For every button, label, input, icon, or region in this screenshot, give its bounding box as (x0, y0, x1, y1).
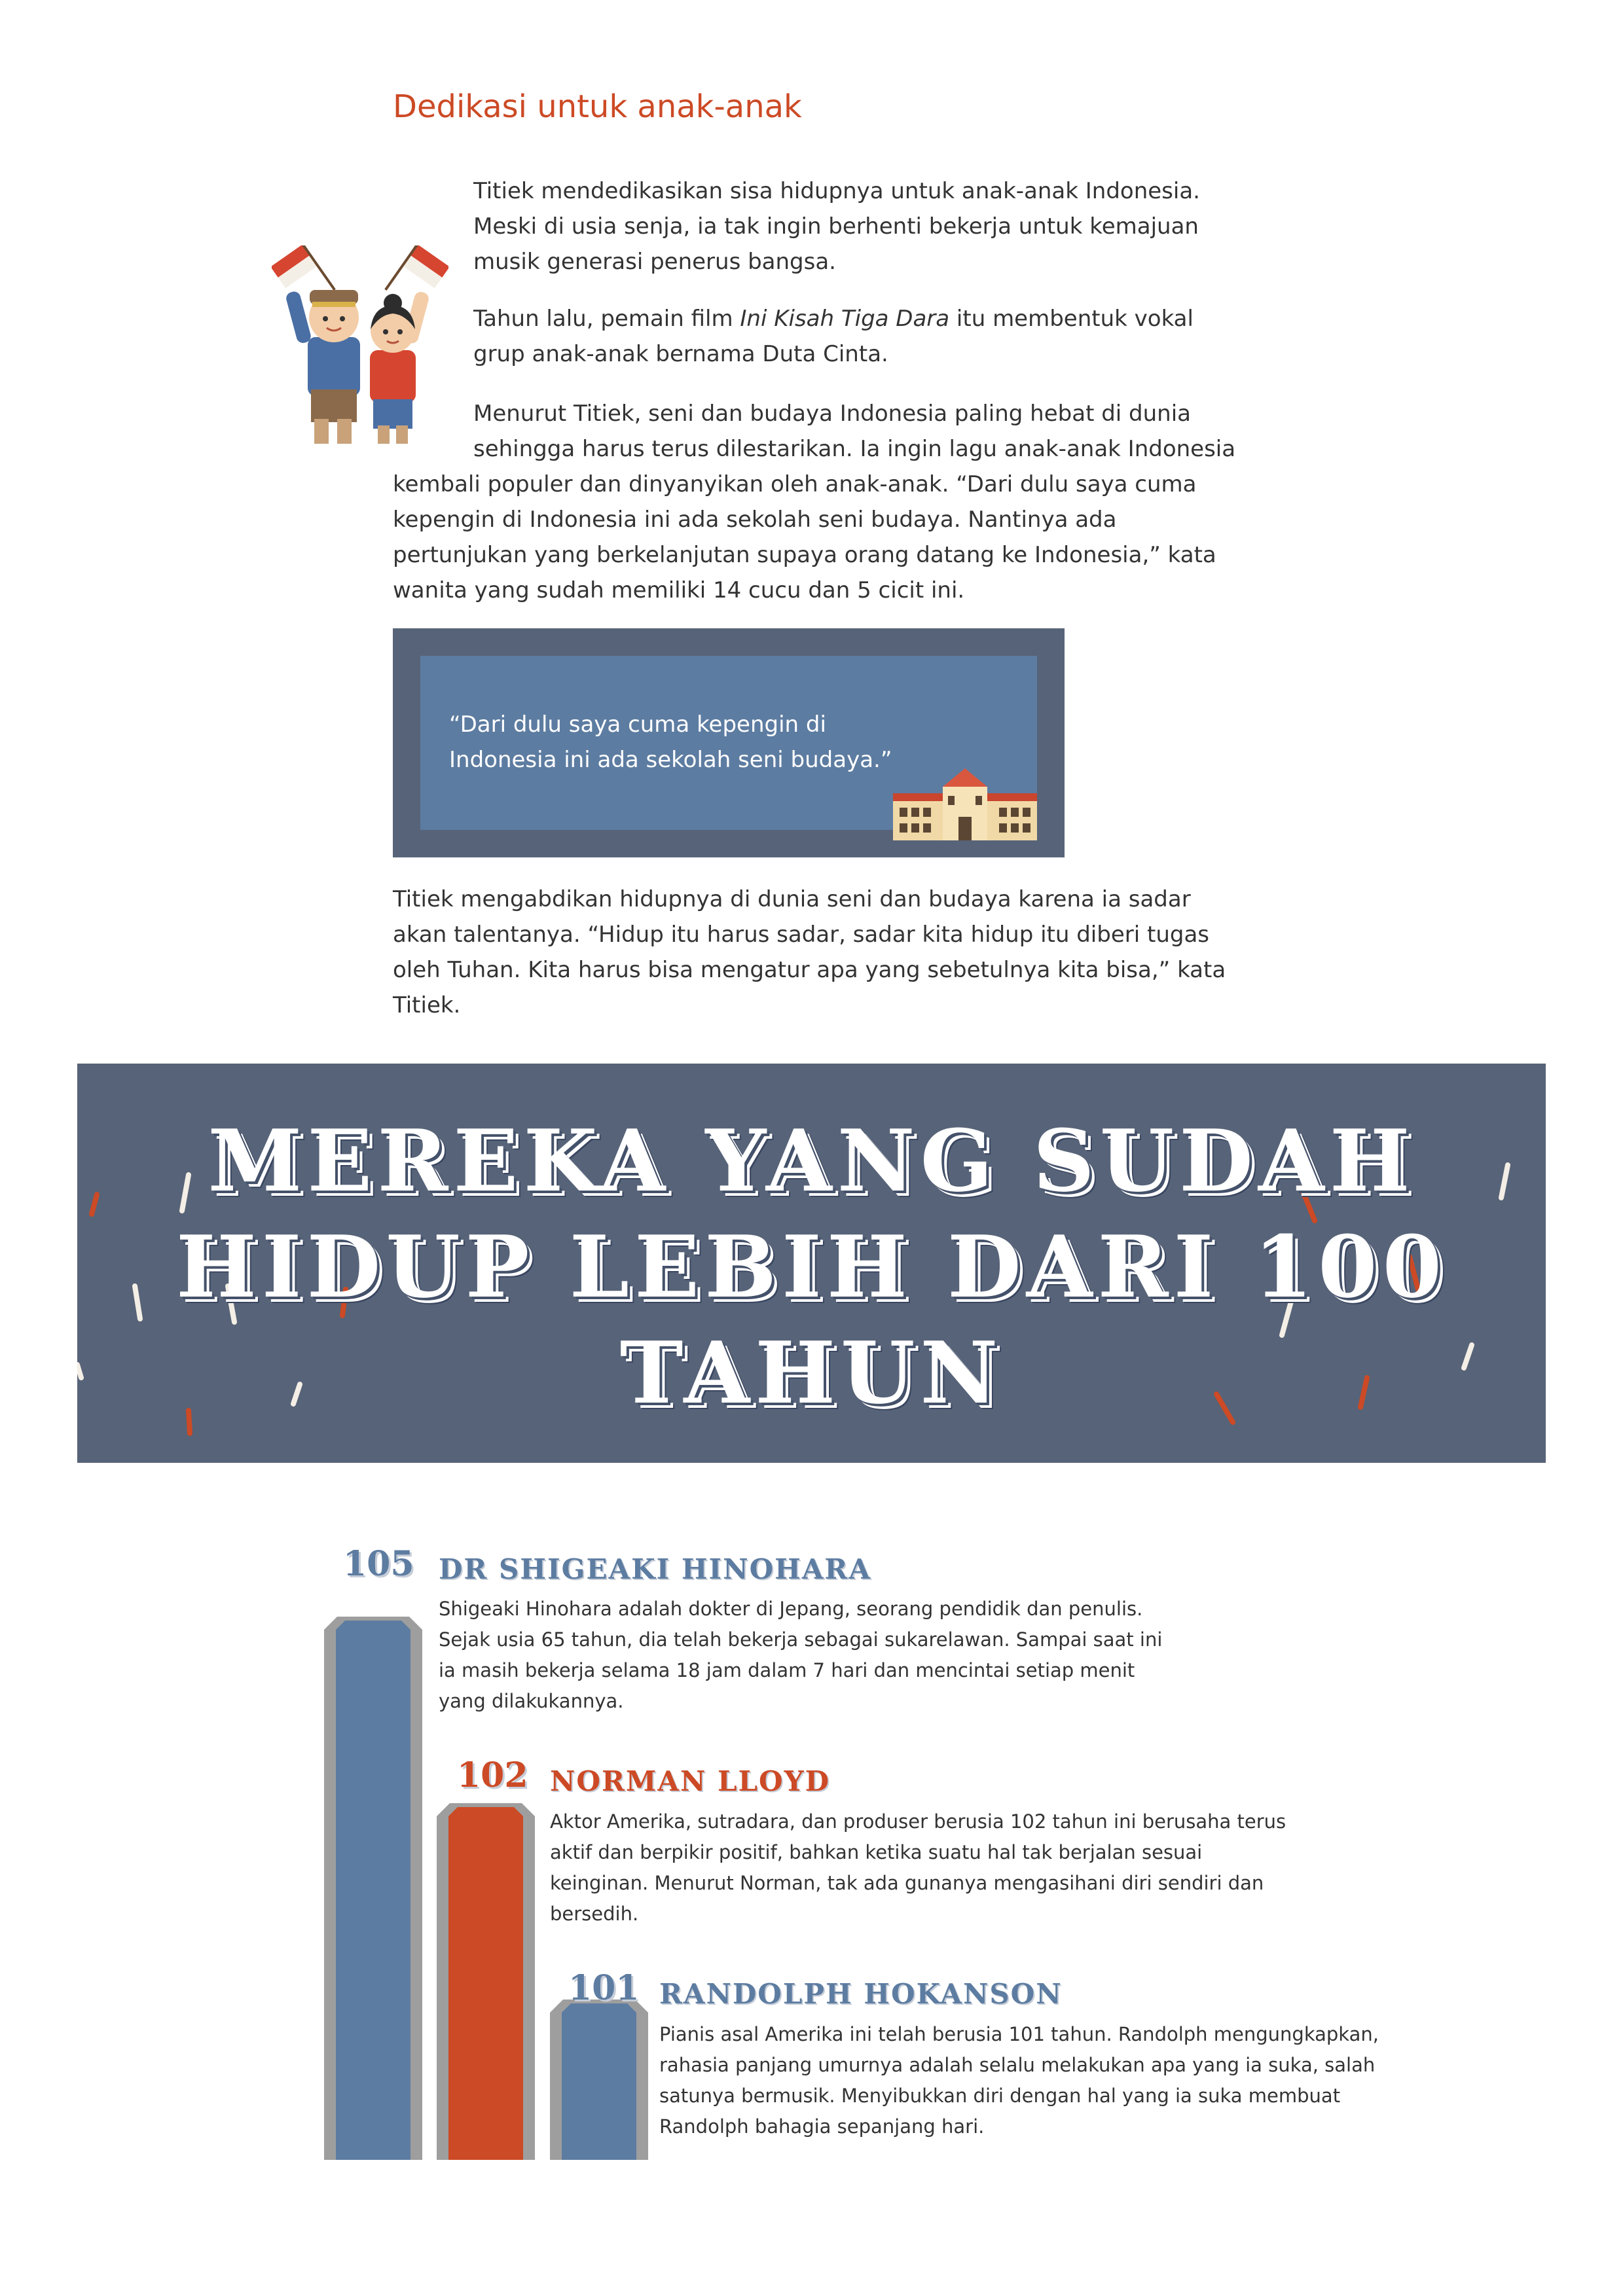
age-number-3: 101 (568, 1968, 640, 2008)
paragraph-2-end: itu membentuk vokal grup anak-anak bernama Duta Cinta. (473, 306, 1194, 367)
age-number-1: 105 (343, 1544, 414, 1584)
banner-title (77, 1108, 1546, 1426)
age-bar-101 (550, 2000, 648, 2160)
banner-title-line-3: TAHUN (619, 1323, 1004, 1423)
paragraph-2-start: Tahun lalu, pemain film (473, 306, 740, 332)
age-bar-102 (437, 1803, 535, 2160)
person-desc-3: Pianis asal Amerika ini telah berusia 101 tahun. Randolph mengungkapkan, rahasia panjang umurnya adalah selalu melakukan apa yang ia suka, salah satunya bermusik. Menyibukkan diri dengan hal yang ia suka membuat Randolph bahagia sepanjang hari. (659, 2023, 1379, 2138)
banner-title-line-1: MEREKA YANG SUDAH (208, 1111, 1415, 1211)
section-heading: Dedikasi untuk anak-anak (393, 88, 802, 125)
section-banner (77, 1064, 1546, 1463)
age-number-2: 102 (457, 1755, 528, 1795)
children-flag-illustration (272, 245, 448, 448)
paragraph-2 (473, 301, 1246, 372)
film-title: Ini Kisah Tiga Dara (740, 306, 950, 332)
quote-text: “Dari dulu saya cuma kepengin di Indonesia ini ada sekolah seni budaya.” (449, 711, 892, 773)
person-desc-2: Aktor Amerika, sutradara, dan produser berusia 102 tahun ini berusaha terus aktif dan berpikir positif, bahkan ketika suatu hal tak berjalan sesuai keinginan. Menurut Norman, tak ada gunanya mengasihani diri sendiri dan bersedih. (550, 1810, 1286, 1925)
person-name-1: DR SHIGEAKI HINOHARA (439, 1553, 871, 1585)
paragraph-3-line-2: sehingga harus terus dilestarikan. Ia ingin lagu anak-anak Indonesia (473, 436, 1236, 462)
person-desc-1: Shigeaki Hinohara adalah dokter di Jepang, seorang pendidik dan penulis. Sejak usia 65 tahun, dia telah bekerja sebagai sukarelawan. Sampai saat ini ia masih bekerja selama 18 jam dalam 7 hari dan mencintai setiap menit yang dilakukannya. (439, 1598, 1163, 1712)
quote-box (393, 628, 1065, 857)
age-bar-105 (324, 1617, 422, 2160)
person-name-2: NORMAN LLOYD (550, 1765, 831, 1797)
paragraph-3-line-1: Menurut Titiek, seni dan budaya Indonesia paling hebat di dunia (473, 401, 1192, 427)
banner-title-line-2: HIDUP LEBIH DARI 100 (175, 1217, 1448, 1317)
school-building-icon (893, 767, 1037, 840)
paragraph-3-rest: kembali populer dan dinyanyikan oleh anak-anak. “Dari dulu saya cuma kepengin di Indonesia ini ada sekolah seni budaya. Nantinya ada pertunjukan yang berkelanjutan supaya orang datang ke Indonesia,” kata wanita yang sudah memiliki 14 cucu dan 5 cicit ini. (393, 471, 1216, 603)
paragraph-1: Titiek mendedikasikan sisa hidupnya untuk anak-anak Indonesia. Meski di usia senja, ia tak ingin berhenti bekerja untuk kemajuan musik generasi penerus bangsa. (473, 178, 1200, 275)
paragraph-4: Titiek mengabdikan hidupnya di dunia seni dan budaya karena ia sadar akan talentanya. “Hidup itu harus sadar, sadar kita hidup itu diberi tugas oleh Tuhan. Kita harus bisa mengatur apa yang sebetulnya kita bisa,” kata Titiek. (393, 886, 1226, 1018)
person-name-3: RANDOLPH HOKANSON (659, 1978, 1063, 2010)
quote-inner-panel (420, 656, 1037, 830)
